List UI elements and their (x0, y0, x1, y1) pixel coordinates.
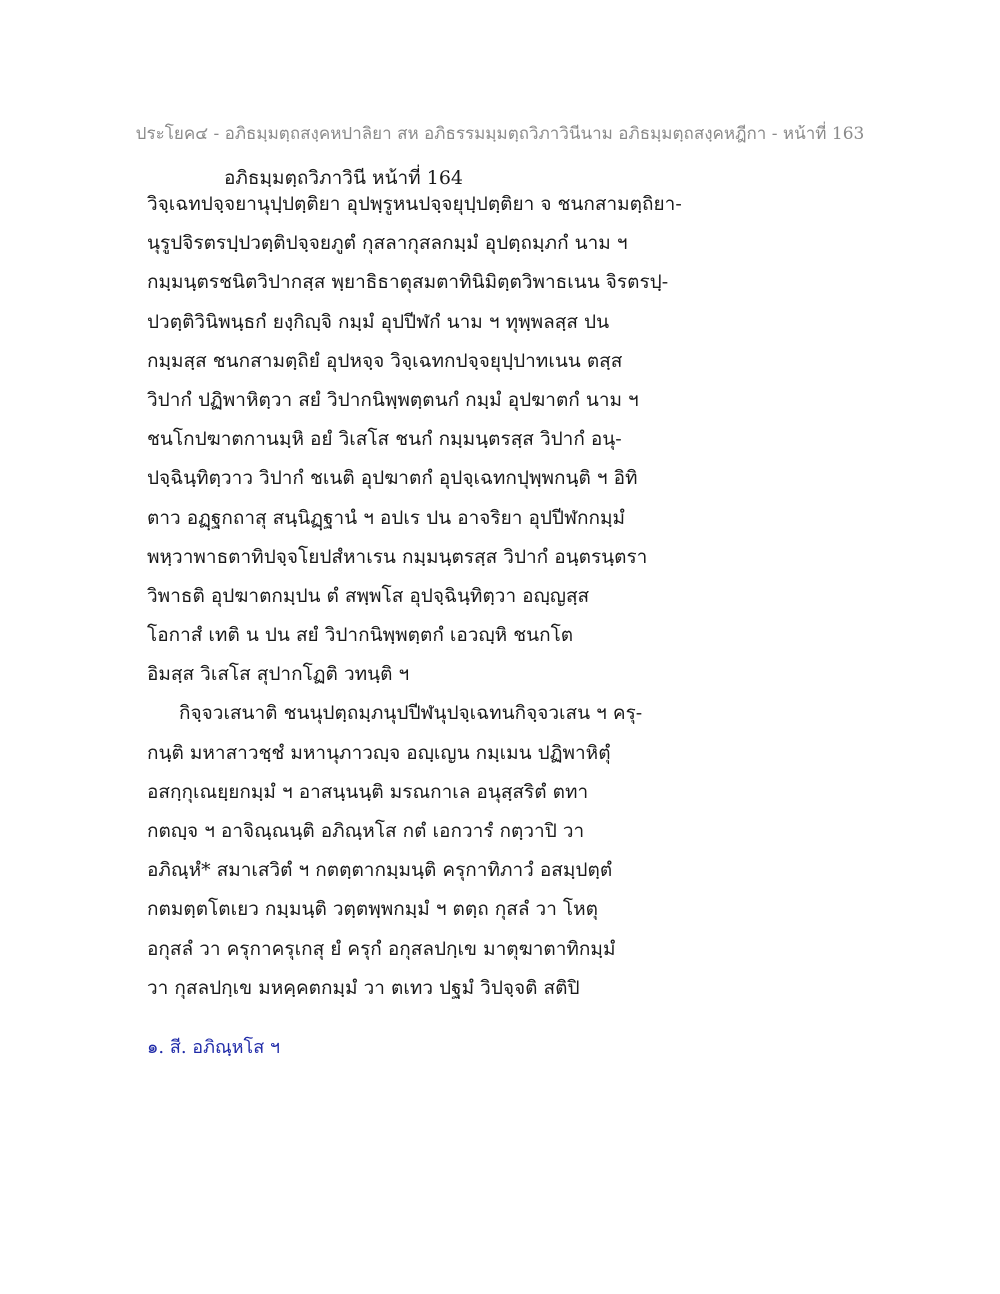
text-line: กตญฺจ ฯ อาจิณฺณนฺติ อภิณฺหโส กตํ เอกวารํ กตฺวาปิ วา (147, 820, 585, 842)
footnote: ๑. สี. อภิณฺหโส ฯ (147, 1037, 281, 1058)
text-line: กนฺติ มหาสาวชฺชํ มหานุภาวญฺจ อญฺเญน กมฺเมน ปฏิพาหิตุํ (147, 741, 611, 764)
text-line: อกุสลํ วา ครุกาครุเกสุ ยํ ครุกํ อกุสลปกฺเข มาตุฆาตาทิกมฺมํ (147, 937, 616, 960)
text-line: อิมสฺส วิเสโส สุปากโฏติ วทนฺติ ฯ (147, 663, 410, 686)
text-line: อภิณฺหํ* สมาเสวิตํ ฯ กตตฺตากมฺมนฺติ ครุกาทิภาวํ อสมฺปตฺตํ (147, 859, 613, 882)
text-line: ปจฺฉินฺทิตฺวาว วิปากํ ชเนติ อุปฆาตกํ อุปจฺเฉทกปุพฺพกนฺติ ฯ อิทิ (147, 467, 638, 490)
text-line: วิปากํ ปฏิพาหิตฺวา สยํ วิปากนิพฺพตฺตนกํ กมฺมํ อุปฆาตกํ นาม ฯ (147, 388, 639, 411)
text-line: ชนโกปฆาตกานมฺหิ อยํ วิเสโส ชนกํ กมฺมนฺตรสฺส วิปากํ อนุ- (147, 428, 622, 451)
text-line: อสกฺกุเณยฺยกมฺมํ ฯ อาสนฺนนฺติ มรณกาเล อนุสฺสริตํ ตทา (147, 780, 589, 803)
text-line: กตมตฺตโตเยว กมฺมนฺติ วตฺตพฺพกมฺมํ ฯ ตตฺถ กุสลํ วา โหตุ (147, 898, 598, 921)
text-line: ตาว อฏฺฐกถาสุ สนฺนิฏฺฐานํ ฯ อปเร ปน อาจริยา อุปปีฬกกมฺมํ (147, 506, 626, 529)
page-label: อภิธมฺมตฺถวิภาวินี หน้าที่ 164 (224, 167, 463, 189)
text-line: วิจฺเฉทปจฺจยานุปฺปตฺติยา อุปพฺรูหนปจฺจยุปฺปตฺติยา จ ชนกสามตฺถิยา- (147, 193, 682, 215)
text-line: ปวตฺติวินิพนฺธกํ ยงฺกิญฺจิ กมฺมํ อุปปีฬกํ นาม ฯ ทุพฺพลสฺส ปน (147, 310, 610, 333)
text-line: พหฺวาพาธตาทิปจฺจโยปสํหาเรน กมฺมนฺตรสฺส วิปากํ อนฺตรนฺตรา (147, 545, 648, 568)
text-line: กมฺมนฺตรชนิตวิปากสฺส พฺยาธิธาตุสมตาทินิมิตฺตวิพาธเนน จิรตรปฺ- (147, 271, 669, 294)
text-line: วา กุสลปกฺเข มหคฺคตกมฺมํ วา ตเทว ปฐมํ วิปจฺจติ สติปิ (147, 976, 580, 999)
body-text (147, 185, 867, 1008)
running-header: ประโยค๔ - อภิธมฺมตฺถสงฺคหปาลิยา สห อภิธรรมมฺมตฺถวิภาวินีนาม อภิธมฺมตฺถสงฺคหฎีกา - หน้าที่ 163 (135, 124, 865, 144)
text-line: โอกาสํ เทติ น ปน สยํ วิปากนิพฺพตฺตกํ เอวญฺหิ ชนกโต (147, 624, 574, 647)
paragraph-start-line: กิจฺจวเสนาติ ชนนุปตฺถมฺภนุปปีฬนุปจฺเฉทนกิจฺจวเสน ฯ ครุ- (179, 702, 643, 725)
text-line: วิพาธติ อุปฆาตกมฺปน ตํ สพฺพโส อุปจฺฉินฺทิตฺวา อญฺญสฺส (147, 584, 590, 607)
text-line: นุรูปจิรตรปฺปวตฺติปจฺจยภูตํ กุสลากุสลกมฺมํ อุปตฺถมฺภกํ นาม ฯ (147, 232, 628, 255)
text-line: กมฺมสฺส ชนกสามตฺถิยํ อุปหจฺจ วิจฺเฉทกปจฺจยุปฺปาทเนน ตสฺส (147, 349, 623, 372)
